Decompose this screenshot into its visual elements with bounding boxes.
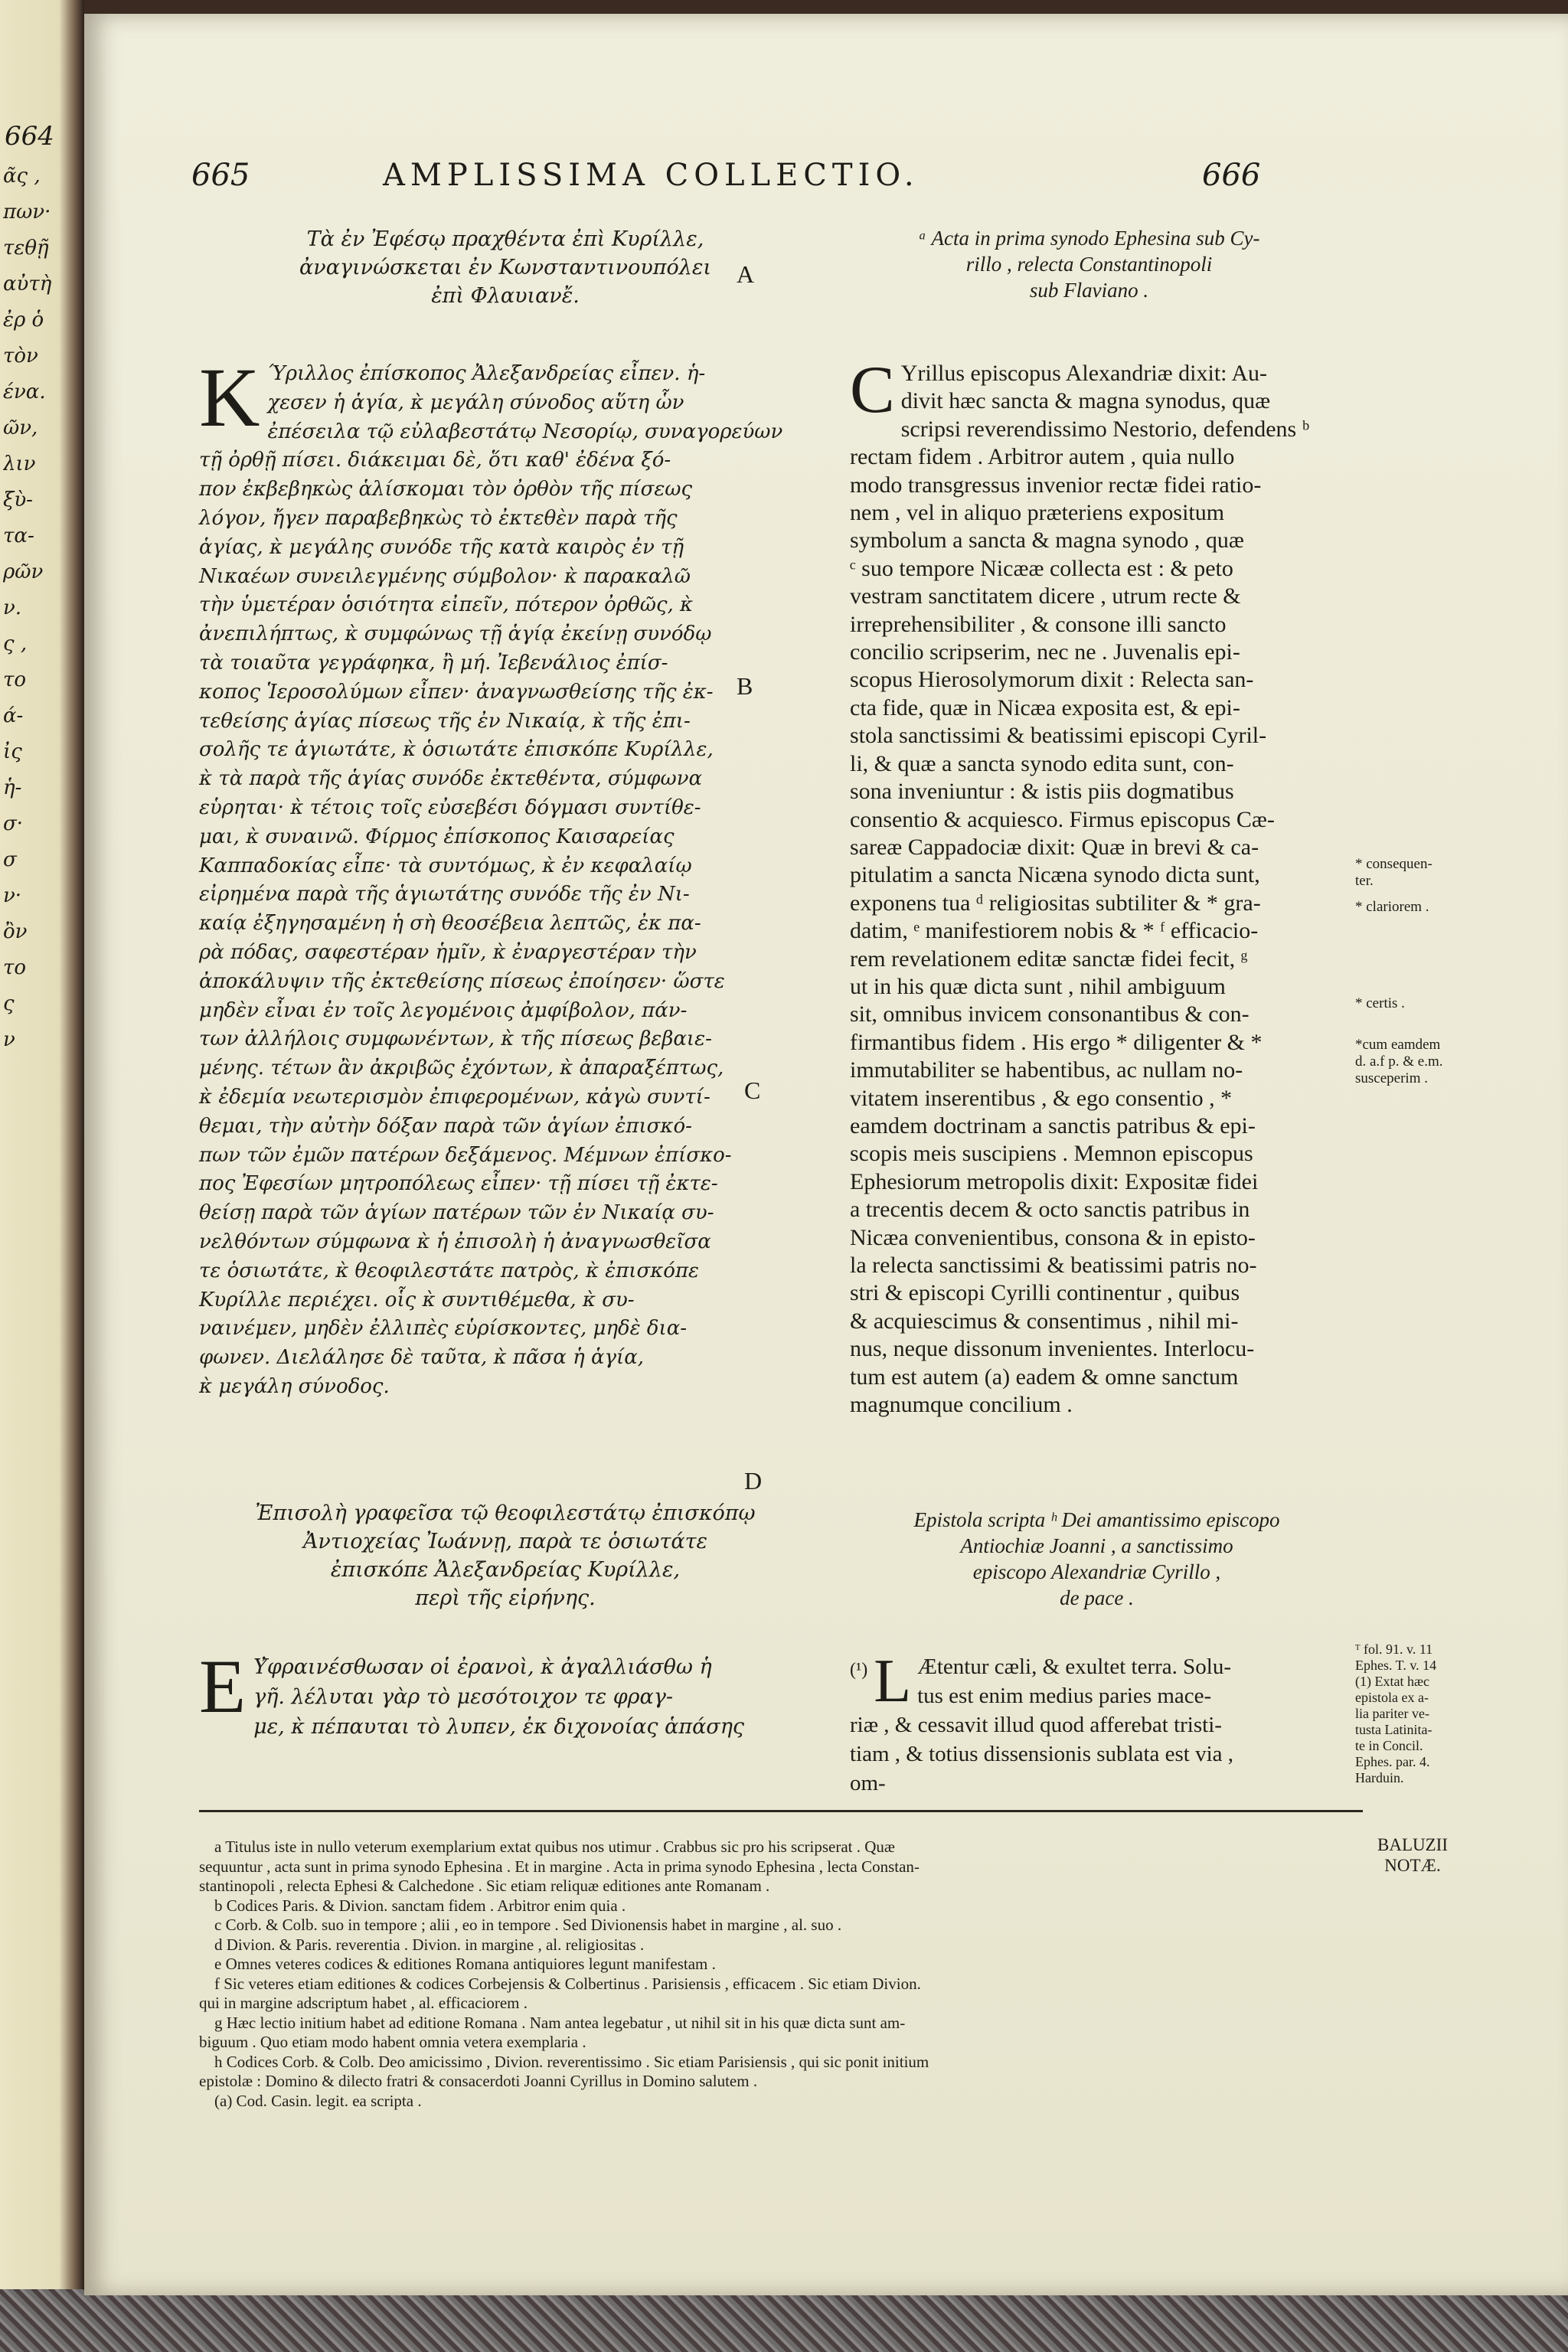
edge-fragment: ρῶν xyxy=(3,560,44,583)
text-line: Ephesiorum metropolis dixit: Expositæ fidei xyxy=(850,1168,1259,1194)
text-line: χεσεν ἡ ἁγία, κ̀ μεγάλη σύνοδος αὕτη ὧν xyxy=(267,390,684,414)
footnote-line: qui in margine adscriptum habet , al. efficaciorem . xyxy=(199,1994,528,2012)
edge-fragment: ν. xyxy=(3,596,22,619)
text-line: * certis . xyxy=(1355,995,1405,1011)
footnote-line: b Codices Paris. & Divion. sanctam fidem . Arbitror enim quia . xyxy=(214,1896,626,1915)
section-marker-c: C xyxy=(744,1076,761,1104)
text-line: σολῆς τε ἁγιωτάτε, κ̀ ὁσιωτάτε ἐπισκόπε Κυρίλλε, xyxy=(199,738,714,762)
book-page xyxy=(84,14,1568,2295)
text-line: ᶜ suo tempore Nicææ collecta est : & peto xyxy=(850,555,1233,581)
greek-heading-2 xyxy=(199,1499,812,1612)
text-line: εὑρηται· κ̀ τέτοις τοῖς εὐσεβέσι δόγμασι συντίθε- xyxy=(199,795,701,819)
text-line: nus, neque dissonum invenientes. Interlocu- xyxy=(850,1336,1255,1362)
latin-heading-2 xyxy=(850,1507,1344,1611)
text-line: tus est enim medius paries mace- xyxy=(917,1684,1212,1708)
margin-note-clariorem xyxy=(1355,899,1429,916)
text-line: ἀνεπιλήπτως, κ̀ συμφώνως τῇ ἁγίᾳ ἐκείνῃ συνόδῳ xyxy=(199,622,712,646)
text-line: stri & episcopi Cyrilli continentur , quibus xyxy=(850,1280,1240,1306)
text-line: τεθείσης ἁγίας πίσεως τῆς ἐν Νικαίᾳ, κ̀ τῆς ἐπι- xyxy=(199,709,691,733)
edge-fragment: ν xyxy=(3,1028,15,1051)
latin-text-1 xyxy=(850,353,1344,1419)
footnote-line: sequuntur , acta sunt in prima synodo Ephesina . Et in margine . Acta in prima synodo Ephesina , lecta Constan- xyxy=(199,1857,920,1876)
text-line: consentio & acquiesco. Firmus episcopus Cæ- xyxy=(850,806,1275,832)
greek-dropcap-2: Ε xyxy=(199,1644,247,1729)
text-line: μαι, κ̀ συναινῶ. Φίρμος ἐπίσκοπος Καισαρείας xyxy=(199,825,675,848)
text-line: irreprehensibiliter , & consone illi sancto xyxy=(850,611,1227,637)
text-line: Nicæa convenientibus, consona & in episto- xyxy=(850,1224,1256,1250)
text-line: magnumque concilium . xyxy=(850,1392,1073,1418)
footnote-label xyxy=(1374,1834,1451,1876)
footnote-line: a Titulus iste in nullo veterum exemplarium extat quibus nos utimur . Crabbus sic pro his scripserat . Quæ xyxy=(214,1838,895,1856)
text-line: riæ , & cessavit illud quod afferebat tristi- xyxy=(850,1713,1222,1737)
text-line: μηδὲν εἶναι ἐν τοῖς λεγομένοις ἀμφίβολον, πάν- xyxy=(199,998,688,1022)
edge-fragment: ξὺ- xyxy=(3,488,33,511)
text-line: tum est autem (a) eadem & omne sanctum xyxy=(850,1364,1239,1390)
footnotes xyxy=(199,1838,1348,2111)
binding-gutter xyxy=(0,0,84,2352)
text-line: sona inveniuntur : & istis piis dogmatibus xyxy=(850,779,1234,805)
text-line: λόγον, ἤγεν παραβεβηκὼς τὸ ἐκτεθὲν παρὰ τῆς xyxy=(199,506,678,530)
text-line: de pace . xyxy=(1060,1586,1134,1609)
text-line: φωνεν. Διελάλησε δὲ ταῦτα, κ̀ πᾶσα ἡ ἁγία, xyxy=(199,1346,645,1370)
text-line: τῇ ὀρθῇ πίσει. διάκειμαι δὲ, ὅτι καθ' ἐδένα ξό- xyxy=(199,449,671,472)
edge-fragment: τεθῇ xyxy=(3,237,49,260)
text-line: immutabiliter se habentibus, ac nullam no- xyxy=(850,1057,1243,1083)
text-line: tiam , & totius dissensionis sublata est via , xyxy=(850,1742,1234,1766)
section-marker-a: A xyxy=(737,260,755,288)
text-line: Ἀντιοχείας Ἰωάννῃ, παρὰ τε ὁσιωτάτε xyxy=(302,1530,708,1553)
text-line: των ἀλλήλοις συμφωνέντων, κ̀ τῆς πίσεως βεβαιε- xyxy=(199,1027,712,1051)
greek-text-1 xyxy=(199,351,812,1402)
text-line: & acquiescimus & consentimus , nihil mi- xyxy=(850,1308,1239,1334)
text-line: d. a.f p. & e.m. xyxy=(1355,1054,1443,1070)
text-line: Κυρίλλε περιέχει. οἷς κ̀ συντιθέμεθα, κ̀ συ- xyxy=(199,1288,635,1312)
text-line: stola sanctissimi & beatissimi episcopi Cyril- xyxy=(850,723,1267,749)
footnote-line: h Codices Corb. & Colb. Deo amicissimo , Divion. reverentissimo . Sic etiam Parisiensis , qui sic ponit initium xyxy=(214,2052,929,2071)
edge-fragment: το xyxy=(3,668,27,691)
text-line: κ̀ μεγάλη σύνοδος. xyxy=(199,1374,390,1398)
text-line: a trecentis decem & octo sanctis patribus in xyxy=(850,1197,1250,1223)
greek-heading-1 xyxy=(199,225,812,310)
text-line: ter. xyxy=(1355,873,1374,889)
text-line: pitulatim a sancta Nicæna synodo dicta sunt, xyxy=(850,862,1260,888)
text-line: Ephes. par. 4. xyxy=(1355,1754,1430,1769)
text-line: symbolum a sancta & magna synodo , quæ xyxy=(850,528,1244,554)
footnote-line: (a) Cod. Casin. legit. ea scripta . xyxy=(214,2091,422,2110)
text-line: Antiochiæ Joanni , a sanctissimo xyxy=(960,1534,1233,1557)
text-line: (1) Extat hæc xyxy=(1355,1674,1429,1689)
latin-heading-1 xyxy=(842,225,1336,303)
text-line: Ætentur cæli, & exultet terra. Solu- xyxy=(917,1655,1231,1679)
text-line: ᵃ Acta in prima synodo Ephesina sub Cy- xyxy=(918,227,1260,250)
text-line: rem revelationem editæ sanctæ fidei fecit, ᵍ xyxy=(850,946,1248,972)
footnote-line: g Hæc lectio initium habet ad editione Romana . Nam antea legebatur , ut nihil sit in his quæ dicta sunt am- xyxy=(214,2013,906,2032)
edge-fragment: ὂν xyxy=(3,920,28,943)
text-line: sub Flaviano . xyxy=(1029,279,1149,302)
text-line: ἁγίας, κ̀ μεγάλης συνόδε τῆς κατὰ καιρὸς ἐν τῇ xyxy=(199,535,684,559)
text-line: BALUZII xyxy=(1377,1835,1448,1854)
text-line: cta fide, quæ in Nicæa exposita est, & epi- xyxy=(850,694,1240,720)
page-number-right: 666 xyxy=(1202,158,1261,193)
text-line: Υ̓φραινέσθωσαν οἱ ἐρανοὶ, κ̀ ἀγαλλιάσθω ἡ xyxy=(253,1655,712,1679)
text-line: εἰρημένα παρὰ τῆς ἁγιωτάτης συνόδε τῆς ἐν Νι- xyxy=(199,883,690,906)
text-line: Epistola scripta ʰ Dei amantissimo episcopo xyxy=(913,1508,1280,1531)
text-line: τὴν ὑμετέραν ὁσιότητα εἰπεῖν, πότερον ὀρθῶς, κ̀ xyxy=(199,593,694,617)
text-line: firmantibus fidem . His ergo * diligenter & * xyxy=(850,1029,1263,1055)
text-line: *cum eamdem xyxy=(1355,1037,1441,1053)
margin-note-consequenter xyxy=(1355,856,1432,890)
text-line: ἐπισκόπε Ἀλεξανδρείας Κυρίλλε, xyxy=(330,1558,681,1582)
text-line: κ̀ τὰ παρὰ τῆς ἁγίας συνόδε ἐκτεθέντα, σύμφωνα xyxy=(199,767,703,791)
running-title: AMPLISSIMA COLLECTIO. xyxy=(383,158,920,193)
text-line: sit, omnibus invicem consonantibus & con- xyxy=(850,1001,1250,1027)
text-line: tusta Latinita- xyxy=(1355,1722,1432,1737)
left-page-edge-text xyxy=(3,122,72,1058)
edge-fragment: σ· xyxy=(3,812,24,835)
text-line: ᵀ fol. 91. v. 11 xyxy=(1355,1642,1433,1657)
section-marker-b: B xyxy=(737,672,753,700)
text-line: vestram sanctitatem dicere , utrum recte & xyxy=(850,583,1241,609)
edge-fragment: ἐρ ὁ xyxy=(3,309,44,332)
text-line: ἐπέσειλα τῷ εὐλαβεστάτῳ Νεσορίῳ, συναγορεύων xyxy=(267,420,783,443)
footnote-line: f Sic veteres etiam editiones & codices Corbejensis & Colbertinus . Parisiensis , efficacem . Sic etiam Divion. xyxy=(214,1974,921,1993)
text-line: * consequen- xyxy=(1355,856,1432,872)
text-line: NOTÆ. xyxy=(1384,1856,1441,1875)
text-line: Ephes. T. v. 14 xyxy=(1355,1658,1437,1673)
text-line: Ἐπισολὴ γραφεῖσα τῷ θεοφιλεστάτῳ ἐπισκόπῳ xyxy=(255,1501,756,1525)
edge-fragment: τὸν xyxy=(3,345,38,368)
edge-fragment: λιν xyxy=(3,452,36,475)
text-line: li, & quæ a sancta synodo edita sunt, con- xyxy=(850,750,1234,776)
text-line: ἀναγινώσκεται ἐν Κωνσταντινουπόλει xyxy=(299,256,711,279)
text-line: νελθόντων σύμφωνα κ̀ ἡ ἐπισολὴ ἡ ἀναγνωσθεῖσα xyxy=(199,1230,711,1253)
text-line: πος Ἐφεσίων μητροπόλεως εἶπεν· τῇ πίσει τῇ ἐκτε- xyxy=(199,1172,718,1196)
text-line: vitatem inserentibus , & ego consentio , * xyxy=(850,1085,1233,1111)
text-line: eamdem doctrinam a sanctis patribus & epi- xyxy=(850,1112,1256,1138)
edge-fragment: ἰς xyxy=(3,740,22,763)
margin-note-extat xyxy=(1355,1642,1436,1786)
edge-fragment: το xyxy=(3,956,27,979)
text-line: modo transgressus invenior rectæ fidei ratio- xyxy=(850,472,1262,498)
left-page-number: 664 xyxy=(5,121,54,152)
text-line: με, κ̀ πέπαυται τὸ λυπεν, ἐκ διχονοίας ἁπάσης xyxy=(253,1715,745,1739)
text-line: susceperim . xyxy=(1355,1070,1428,1086)
edge-fragment: αὐτὴ xyxy=(3,273,52,296)
footnote-line: c Corb. & Colb. suo in tempore ; alii , eo in tempore . Sed Divionensis habet in margine , al. suo . xyxy=(214,1916,842,1934)
edge-fragment: ν· xyxy=(3,884,22,907)
text-line: θεμαι, τὴν αὐτὴν δόξαν παρὰ τῶν ἁγίων ἐπισκό- xyxy=(199,1114,692,1138)
greek-dropcap-1: Κ xyxy=(199,351,260,444)
text-line: Τὰ ἐν Ἐφέσῳ πραχθέντα ἐπὶ Κυρίλλε, xyxy=(306,227,704,251)
latin-dropcap-2: L xyxy=(874,1648,912,1715)
text-line: κοπος Ἱεροσολύμων εἶπεν· ἀναγνωσθείσης τῆς ἐκ- xyxy=(199,680,714,704)
text-line: rectam fidem . Arbitror autem , quia nullo xyxy=(850,444,1235,470)
footnote-line: stantinopoli , relecta Ephesi & Calchedone . Sic etiam reliquæ editiones ante Romanam . xyxy=(199,1877,770,1895)
margin-note-certis xyxy=(1355,995,1405,1012)
footnote-marker: (¹) xyxy=(850,1660,868,1680)
text-line: te in Concil. xyxy=(1355,1738,1423,1753)
footnote-rule xyxy=(199,1810,1363,1812)
text-line: πον ἐκβεβηκὼς ἁλίσκομαι τὸν ὀρθὸν τῆς πίσεως xyxy=(199,478,693,501)
background-surface xyxy=(0,2289,1568,2352)
latin-text-2 xyxy=(850,1648,1344,1798)
text-line: episcopo Alexandriæ Cyrillo , xyxy=(972,1560,1221,1583)
text-line: divit hæc sancta & magna synodus, quæ xyxy=(900,388,1271,414)
text-line: * clariorem . xyxy=(1355,899,1429,915)
text-line: Yrillus episcopus Alexandriæ dixit: Au- xyxy=(900,361,1268,386)
text-line: scopus Hierosolymorum dixit : Relecta san- xyxy=(850,667,1254,693)
text-line: ἐπὶ Φλαυιανἔ. xyxy=(431,284,580,308)
text-line: ναινέμεν, μηδὲν ἐλλιπὲς εὑρίσκοντες, μηδὲ δια- xyxy=(199,1317,688,1341)
text-line: sareæ Cappadociæ dixit: Quæ in brevi & ca- xyxy=(850,834,1259,860)
text-line: om- xyxy=(850,1771,886,1795)
edge-fragment: ένα. xyxy=(3,381,46,403)
text-line: καίᾳ ἐξηγησαμένη ἡ σὴ θεοσέβεια λεπτῶς, ἐκ πα- xyxy=(199,912,701,936)
edge-fragment: ᾶς , xyxy=(3,165,41,188)
edge-fragment: ς xyxy=(3,992,15,1015)
footnote-line: e Omnes veteres codices & editiones Romana antiquiores legunt manifestam . xyxy=(214,1955,716,1973)
text-line: Νικαέων συνειλεγμένης σύμβολον· κ̀ παρακαλῶ xyxy=(199,564,691,588)
text-line: μένης. τέτων ἂν ἀκριβῶς ἐχόντων, κ̀ ἀπαραξέπτως, xyxy=(199,1057,724,1080)
text-line: scopis meis suscipiens . Memnon episcopus xyxy=(850,1141,1253,1167)
edge-fragment: ἡ- xyxy=(3,776,22,799)
text-line: ἀποκάλυψιν τῆς ἐκτεθείσης πίσεως ἐποίησεν· ὥστε xyxy=(199,969,725,993)
text-line: ut in his quæ dicta sunt , nihil ambiguum xyxy=(850,973,1226,999)
text-line: nem , vel in aliquo præteriens expositum xyxy=(850,500,1225,526)
text-line: γῆ. λέλυται γὰρ τὸ μεσότοιχον τε φραγ- xyxy=(253,1685,674,1709)
text-line: κ̀ ἐδεμία νεωτερισμὸν ἐπιφερομένων, κἀγὼ συντί- xyxy=(199,1085,710,1109)
margin-note-cum-eamdem xyxy=(1355,1037,1443,1087)
text-line: Harduin. xyxy=(1355,1770,1404,1785)
page-number-left: 665 xyxy=(191,158,250,193)
edge-fragment: ά- xyxy=(3,704,24,727)
text-line: Καππαδοκίας εἶπε· τὰ συντόμως, κ̀ ἐν κεφαλαίῳ xyxy=(199,854,692,877)
edge-fragment: ς , xyxy=(3,632,28,655)
section-marker-d: D xyxy=(744,1467,763,1494)
text-line: scripsi reverendissimo Nestorio, defendens ᵇ xyxy=(900,416,1310,442)
edge-fragment: πων· xyxy=(3,201,51,224)
text-line: θείσῃ παρὰ τῶν ἁγίων πατέρων τῶν ἐν Νικαίᾳ συ- xyxy=(199,1201,714,1225)
text-line: exponens tua ᵈ religiositas subtiliter & * gra- xyxy=(850,890,1261,916)
text-line: concilio scripserim, nec ne . Juvenalis epi- xyxy=(850,639,1240,665)
edge-fragment: τα- xyxy=(3,524,34,547)
footnote-line: biguum . Quo etiam modo habent omnia vetera exemplaria . xyxy=(199,2033,586,2051)
edge-fragment: σ xyxy=(3,848,17,871)
text-line: lia pariter ve- xyxy=(1355,1706,1429,1721)
text-line: ρὰ πόδας, σαφεστέραν ἡμῖν, κ̀ ἐναργεστέραν τὴν xyxy=(199,940,697,964)
latin-dropcap-1: C xyxy=(850,353,895,427)
text-line: τε ὁσιωτάτε, κ̀ θεοφιλεστάτε πατρὸς, κ̀ ἐπισκόπε xyxy=(199,1259,699,1282)
text-line: πων τῶν ἐμῶν πατέρων δεξάμενος. Μέμνων ἐπίσκο- xyxy=(199,1143,732,1167)
text-line: Ύριλλος ἐπίσκοπος Ἀλεξανδρείας εἶπεν. ἡ- xyxy=(267,362,706,385)
text-line: datim, ᵉ manifestiorem nobis & * ᶠ efficacio- xyxy=(850,918,1259,944)
text-line: la relecta sanctissimi & beatissimi patris no- xyxy=(850,1253,1257,1278)
text-line: epistola ex a- xyxy=(1355,1690,1429,1705)
text-line: rillo , relecta Constantinopoli xyxy=(965,253,1213,276)
greek-text-2 xyxy=(199,1644,812,1742)
footnote-line: d Divion. & Paris. reverentia . Divion. in margine , al. religiositas . xyxy=(214,1935,645,1954)
text-line: περὶ τῆς εἰρήνης. xyxy=(415,1586,596,1610)
footnote-line: epistolæ : Domino & dilecto fratri & consacerdoti Joanni Cyrillus in Domino salutem . xyxy=(199,2072,758,2090)
text-line: τὰ τοιαῦτα γεγράφηκα, ἢ μή. Ἰεβενάλιος ἐπίσ- xyxy=(199,651,668,675)
edge-fragment: ῶν, xyxy=(3,416,38,439)
